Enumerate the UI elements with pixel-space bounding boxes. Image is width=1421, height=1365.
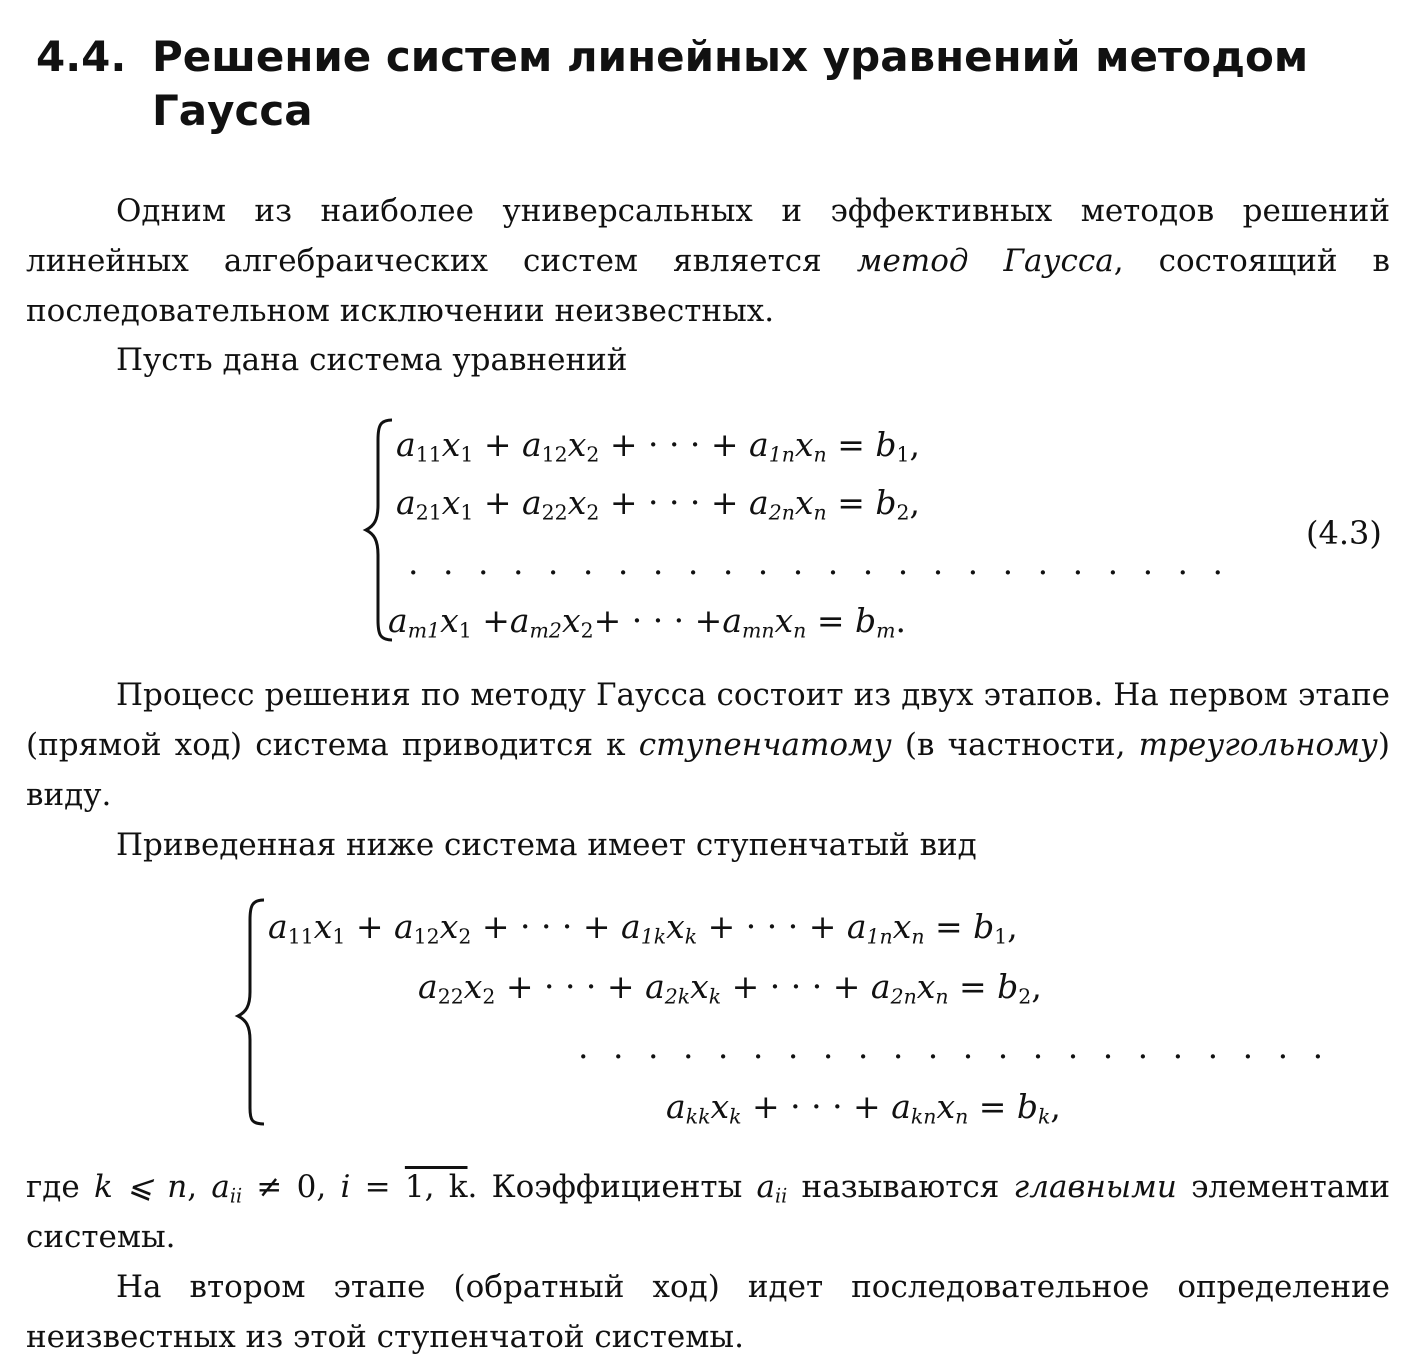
main-elements-term: главными — [1013, 1169, 1177, 1205]
coefficient-aii: $a_{ii}$ — [756, 1169, 788, 1208]
system1-row-m: $a_{m1}x_1 +a_{m2}x_2+$ · · · $+a_{mn}x_n = b_m$. — [388, 601, 906, 643]
triangular-term: треугольному — [1138, 727, 1378, 763]
system2-row-dots: . . . . . . . . . . . . . . . . . . . . . . — [578, 1027, 1331, 1066]
condition-aii: $a_{ii} \ne 0$ — [211, 1169, 317, 1208]
equation-system-stepped — [232, 892, 1331, 1132]
system2-row-2: $a_{22}x_2$ + · · · + $a_{2k}x_k$ + · · · + $a_{2n}x_n = b_2$, — [418, 967, 1042, 1009]
where-word: где — [26, 1169, 80, 1205]
system1-row-2: $a_{21}x_1 + a_{22}x_2$ + · · · + $a_{2n}x_n = b_2$, — [396, 483, 920, 525]
paragraph-intro — [26, 186, 1390, 336]
system2-row-k: $a_{kk}x_k$ + · · · + $a_{kn}x_n = b_k$, — [666, 1087, 1061, 1129]
paragraph-given-system: Пусть дана система уравнений — [116, 342, 628, 378]
process-text-mid: (в частности, — [891, 727, 1139, 763]
system1-row-1: $a_{11}x_1 + a_{12}x_2$ + · · · + $a_{1n}x_n = b_1$, — [396, 425, 920, 467]
equation-system-4-3 — [360, 410, 1231, 650]
system1-row-dots: . . . . . . . . . . . . . . . . . . . . . . . . — [408, 543, 1231, 582]
process-text-end: ) виду. — [26, 727, 1390, 813]
section-number: 4.4. — [36, 32, 127, 81]
called-text: называются — [787, 1169, 1014, 1205]
section-title: Решение систем линейных уравнений методом Гаусса — [152, 32, 1309, 135]
paragraph-conditions: где k ⩽ n, $a_{ii} \ne 0$, i = 1, k. Коэффициенты $a_{ii}$ называются главными элементами системы. — [26, 1169, 1390, 1255]
intro-text-end: , состоящий в последовательном исключении неизвестных. — [26, 243, 1390, 329]
system2-row-1: $a_{11}x_1 + a_{12}x_2$ + · · · + $a_{1k}x_k$ + · · · + $a_{1n}x_n = b_1$, — [268, 907, 1018, 949]
paragraph-back-substitution: На втором этапе (обратный ход) идет последовательное определение неизвестных из этой ступенчатой системы. — [26, 1269, 1390, 1355]
paragraph-process — [26, 670, 1390, 820]
left-brace-icon — [232, 892, 272, 1132]
condition-i-range: i = 1, k — [340, 1169, 468, 1205]
coefficients-text: . Коэффициенты — [467, 1169, 757, 1205]
conditions-text-end: элементами системы. — [26, 1169, 1390, 1255]
equation-number: (4.3) — [1306, 514, 1382, 552]
stepped-term: ступенчатому — [638, 727, 892, 763]
process-text: Процесс решения по методу Гаусса состоит из двух этапов. На первом этапе (прямой ход) система приводится к — [26, 677, 1390, 763]
paragraph-stepped-system: Приведенная ниже система имеет ступенчатый вид — [116, 827, 977, 863]
condition-k-le-n: k ⩽ n — [93, 1169, 188, 1205]
gauss-method-term: метод Гаусса — [856, 243, 1114, 279]
intro-text: Одним из наиболее универсальных и эффективных методов решений линейных алгебраических систем является — [26, 193, 1390, 279]
